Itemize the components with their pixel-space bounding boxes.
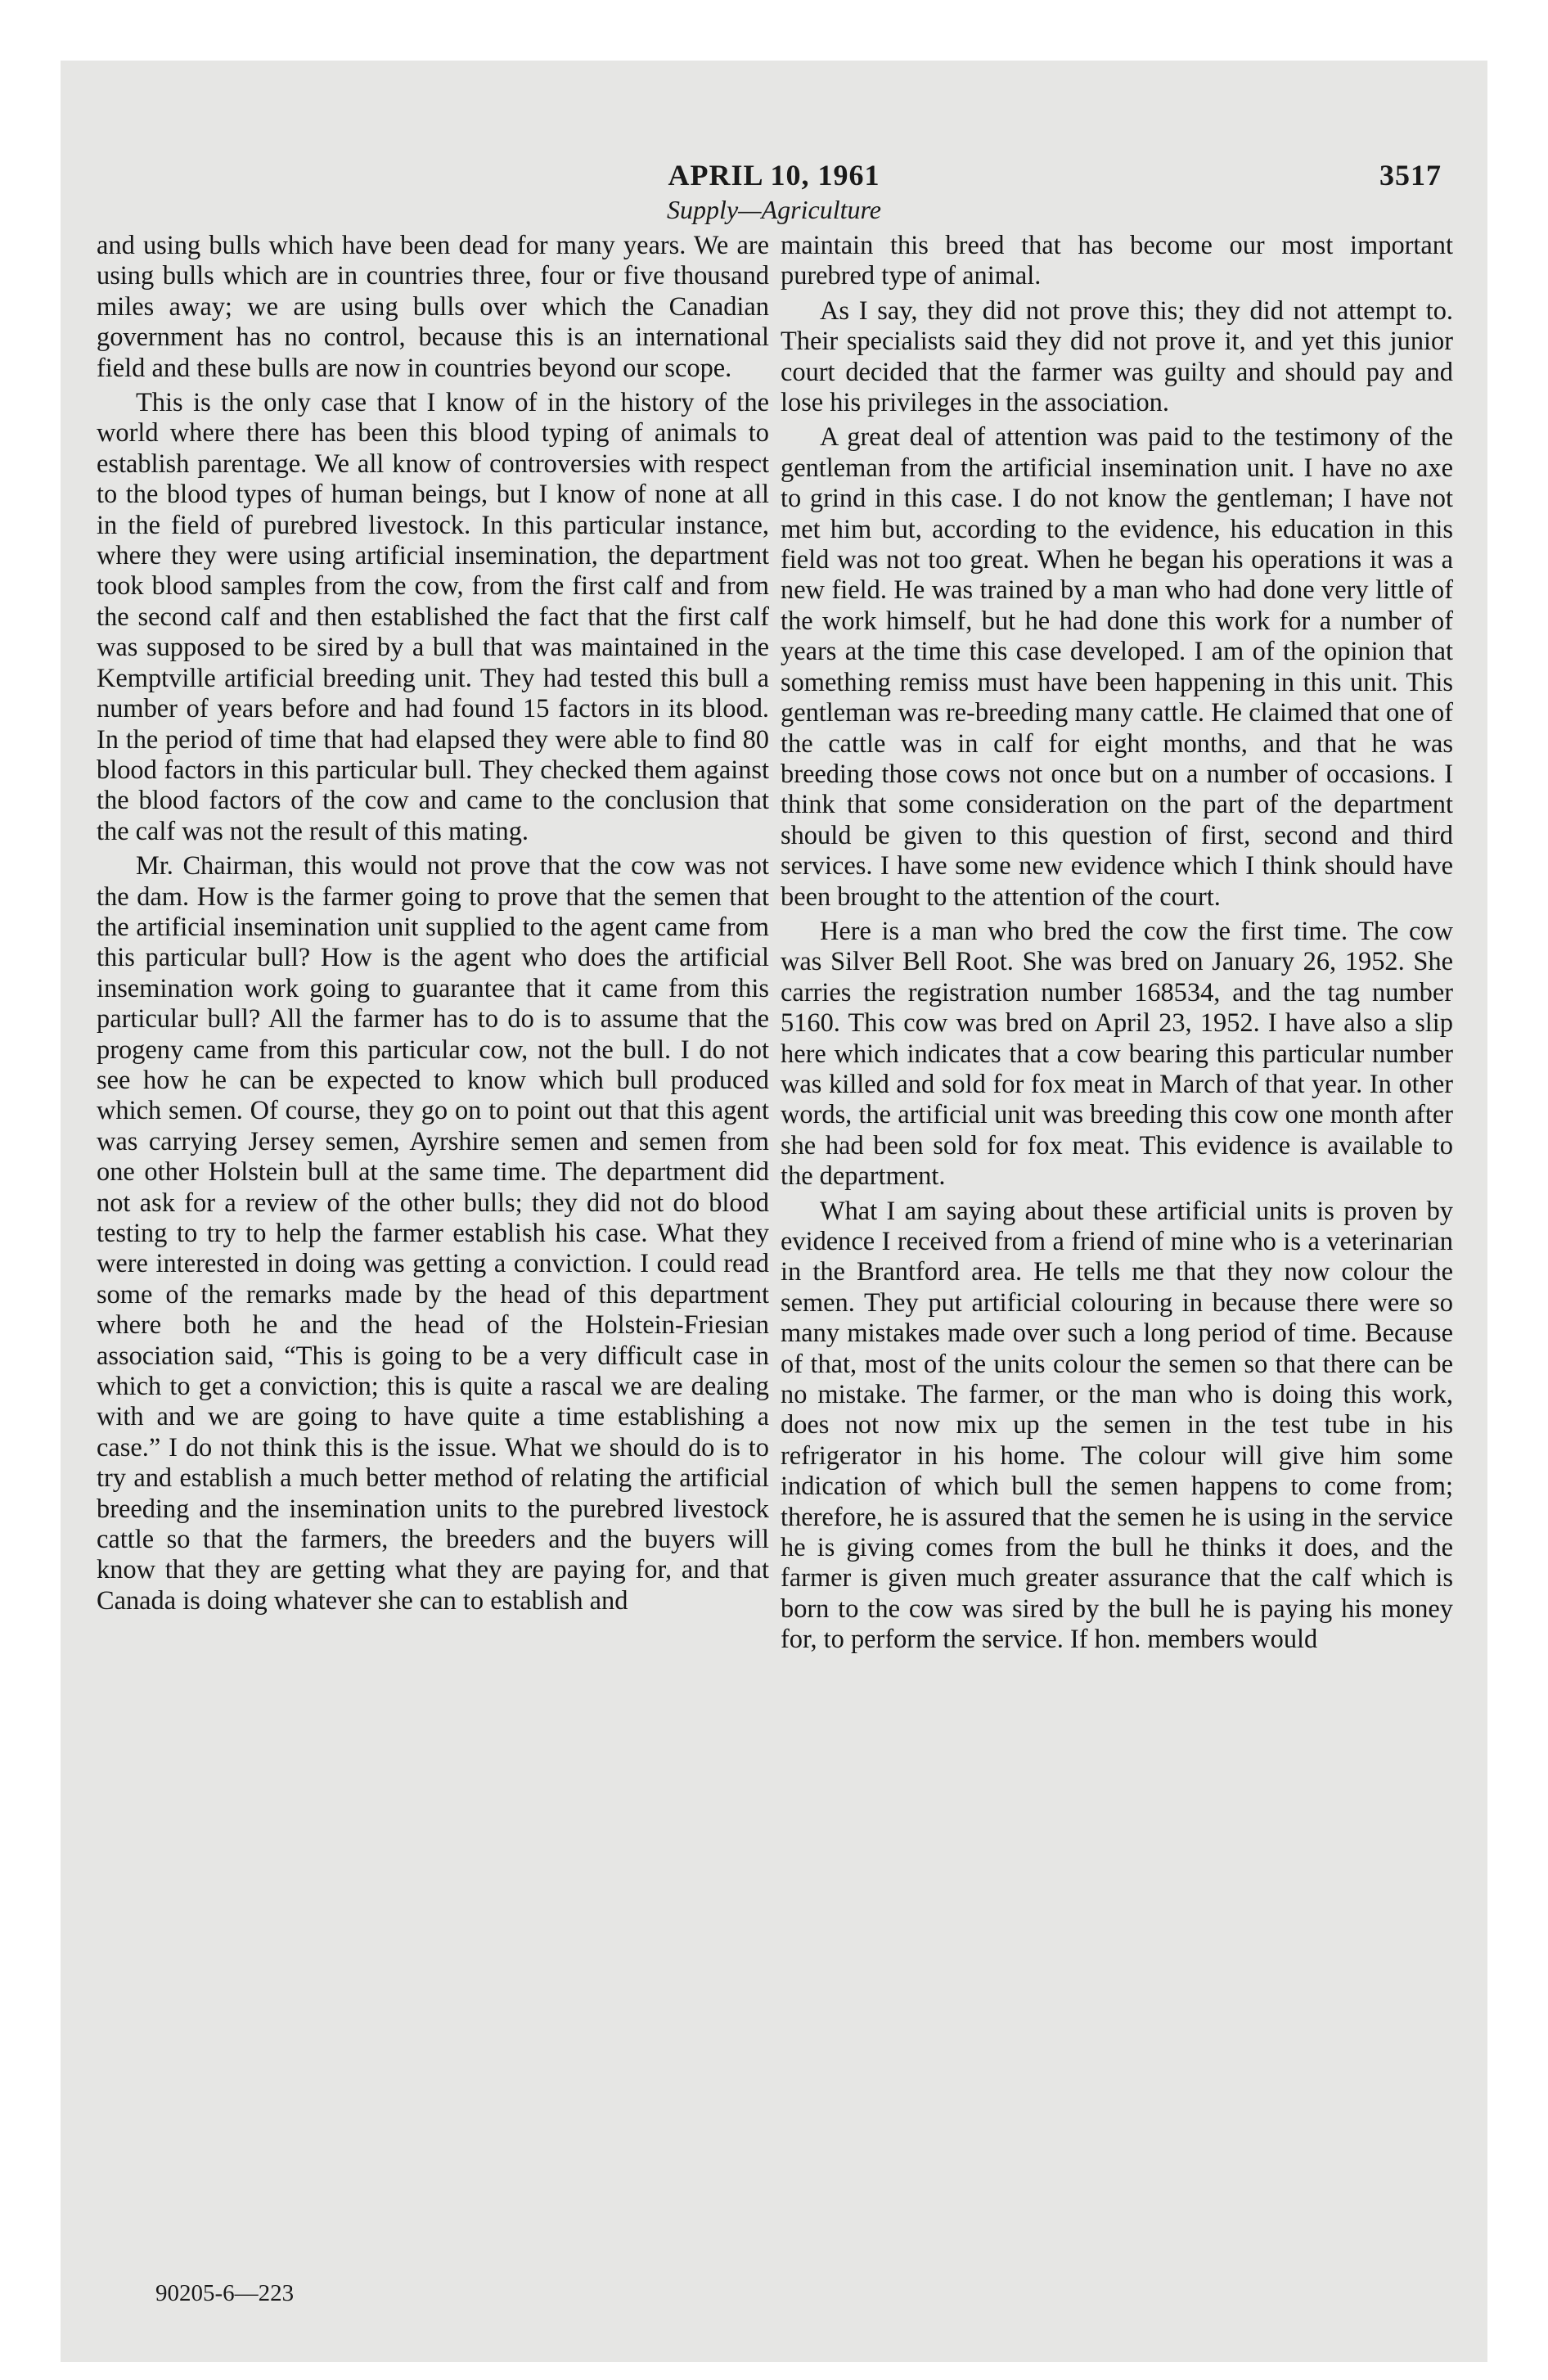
footer-code: 90205-6—223: [155, 2280, 295, 2306]
page-number: 3517: [1379, 159, 1442, 192]
paragraph: What I am saying about these artificial units is proven by evidence I received from a friend of mine who is a veterinarian in the Brantford area. He tells me that they now colour the semen. They put artificial colouring in because there were so many mistakes made over such a long period of time. Because of that, most of the units colour the semen so that there can be no mistake. The farmer, or the man who is doing this work, does not now mix up the semen in the test tube in his refrigerator in his home. The colour will give him some indication of which bull the semen happens to come from; therefore, he is assured that the semen he is using in the service he is giving comes from the bull he thinks it does, and the farmer is given much greater assurance that the calf which is born to the cow was sired by the bull he is paying his money for, to perform the service. If hon. members would: [781, 1196, 1453, 1655]
header-date: APRIL 10, 1961: [668, 159, 880, 192]
paragraph: Here is a man who bred the cow the first time. The cow was Silver Bell Root. She was bred on January 26, 1952. She carries the registration number 168534, and the tag number 5160. This cow was bred on April 23, 1952. I have also a slip here which indicates that a cow bearing this particular number was killed and sold for fox meat in March of that year. In other words, the artificial unit was breeding this cow one month after she had been sold for fox meat. This evidence is available to the department.: [781, 916, 1453, 1192]
page-header: [0, 158, 1548, 194]
left-column: [97, 231, 769, 1620]
section-heading: Supply—Agriculture: [667, 195, 881, 224]
paragraph: maintain this breed that has become our most important purebred type of animal.: [781, 231, 1453, 291]
paragraph: This is the only case that I know of in the history of the world where there has been this blood typing of animals to establish parentage. We all know of controversies with respect to the blood types of human beings, but I know of none at all in the field of purebred livestock. In this particular instance, where they were using artificial insemination, the department took blood samples from the cow, from the first calf and from the second calf and then established the fact that the first calf was supposed to be sired by a bull that was maintained in the Kemptville artificial breeding unit. They had tested this bull a number of years before and had found 15 factors in its blood. In the period of time that had elapsed they were able to find 80 blood factors in this particular bull. They checked them against the blood factors of the cow and came to the conclusion that the calf was not the result of this mating.: [97, 388, 769, 846]
paragraph: and using bulls which have been dead for many years. We are using bulls which are in countries three, four or five thousand miles away; we are using bulls over which the Canadian government has no control, because this is an international field and these bulls are now in countries beyond our scope.: [97, 231, 769, 383]
right-column: [781, 231, 1453, 1660]
paragraph: A great deal of attention was paid to the testimony of the gentleman from the artificial insemination unit. I have no axe to grind in this case. I do not know the gentleman; I have not met him but, according to the evidence, his education in this field was not too great. When he began his operations it was a new field. He was trained by a man who had done very little of the work himself, but he had done this work for a number of years at the time this case developed. I am of the opinion that something remiss must have been happening in this unit. This gentleman was re-breeding many cattle. He claimed that one of the cattle was in calf for eight months, and that he was breeding those cows not once but on a number of occasions. I think that some consideration on the part of the department should be given to this question of first, second and third services. I have some new evidence which I think should have been brought to the attention of the court.: [781, 422, 1453, 912]
paragraph: Mr. Chairman, this would not prove that the cow was not the dam. How is the farmer going to prove that the semen that the artificial insemination unit supplied to the agent came from this particular bull? How is the agent who does the artificial insemination work going to guarantee that it came from this particular bull? All the farmer has to do is to assume that the progeny came from this particular cow, not the bull. I do not see how he can be expected to know which bull produced which semen. Of course, they go on to point out that this agent was carrying Jersey semen, Ayrshire semen and semen from one other Holstein bull at the same time. The department did not ask for a review of the other bulls; they did not do blood testing to try to help the farmer establish his case. What they were interested in doing was getting a conviction. I could read some of the remarks made by the head of this department where both he and the head of the Holstein-Friesian association said, “This is going to be a very difficult case in which to get a conviction; this is quite a rascal we are dealing with and we are going to have quite a time establishing a case.” I do not think this is the issue. What we should do is to try and establish a much better method of relating the artificial breeding and the insemination units to the purebred livestock cattle so that the farmers, the breeders and the buyers will know that they are getting what they are paying for, and that Canada is doing whatever she can to establish and: [97, 851, 769, 1616]
paragraph: As I say, they did not prove this; they did not attempt to. Their specialists said they did not prove it, and yet this junior court decided that the farmer was guilty and should pay and lose his privileges in the association.: [781, 295, 1453, 418]
